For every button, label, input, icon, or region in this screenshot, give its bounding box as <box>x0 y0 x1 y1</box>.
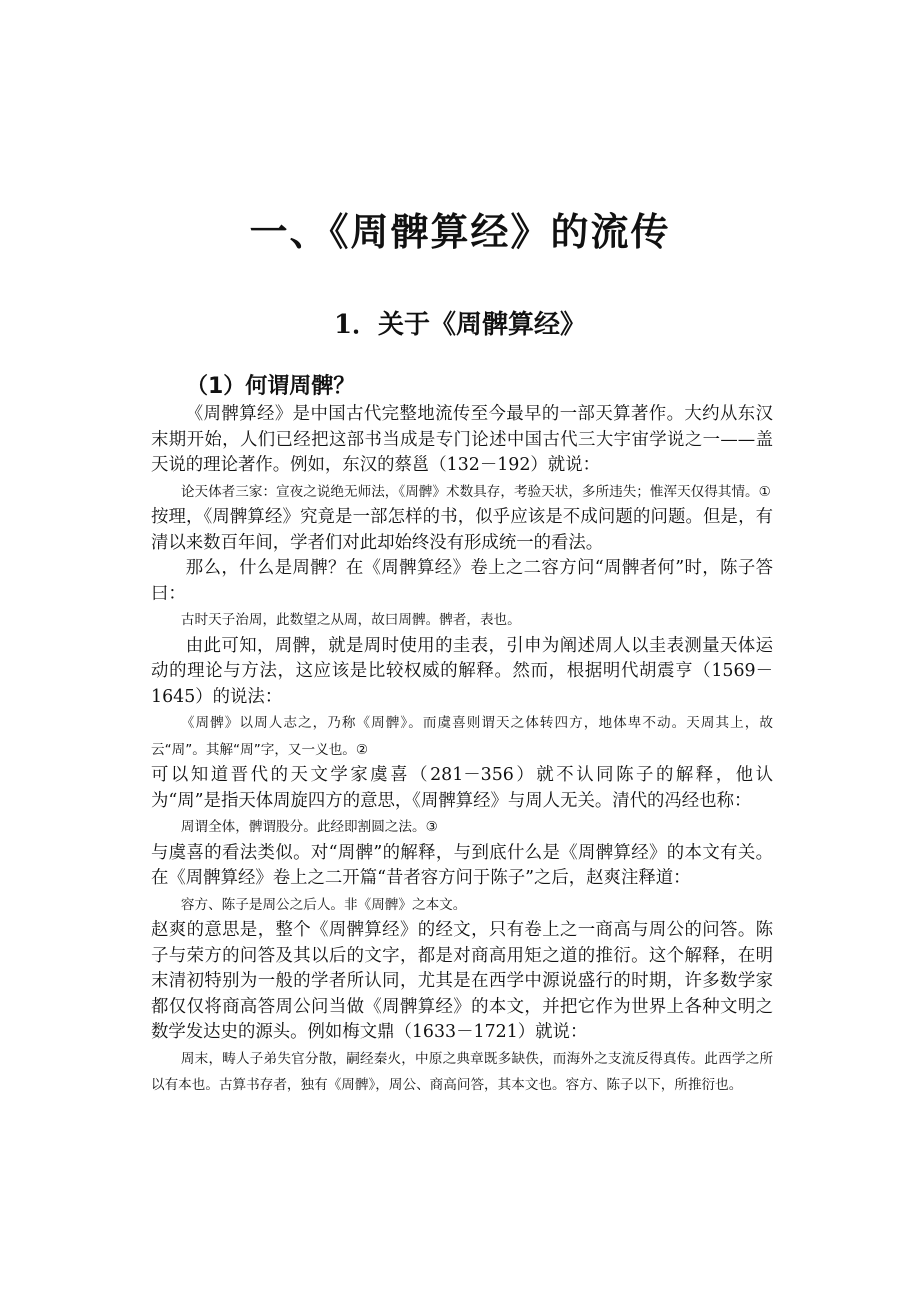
quotation: 容方、陈子是周公之后人。非《周髀》之本文。 <box>180 896 467 913</box>
quotation: 周谓全体，髀谓股分。此经即割圆之法。③ <box>180 819 438 835</box>
paragraph: 赵爽的意思是，整个《周髀算经》的经文，只有卷上之一商高与周公的问答。陈子与荣方的问答及其以后的文字，都是对商高用矩之道的推衍。这个解释，在明末清初特别为一般的学者所认同，尤其是在西学中源说盛行的时期，许多数学家都仅仅将商高答周公问当做《周髀算经》的本文，并把它作为世界上各种文明之数学发达史的源头。例如梅文鼎（1633－1721）就说： <box>151 920 773 1042</box>
quotation: 古时天子治周，此数望之从周，故曰周髀。髀者，表也。 <box>180 612 521 628</box>
quotation: 论天体者三家：宣夜之说绝无师法，《周髀》术数具存，考验天状，多所违失；惟浑天仅得其情。① <box>180 483 771 500</box>
paragraph: 那么，什么是周髀？在《周髀算经》卷上之二容方问“周髀者何”时，陈子答曰： <box>151 558 773 604</box>
paragraph: 由此可知，周髀，就是周时使用的圭表，引申为阐述周人以圭表测量天体运动的理论与方法，这应该是比较权威的解释。然而，根据明代胡震亨（1569－1645）的说法： <box>151 635 773 707</box>
quotation: 《周髀》以周人志之，乃称《周髀》。而虞喜则谓天之体转四方，地体卑不动。天周其上，故云“周”。其解“周”字，又一义也。② <box>151 715 773 758</box>
body-text <box>151 402 773 1099</box>
subsection-title: （1）何谓周髀？ <box>186 374 356 399</box>
quotation: 周末，畴人子弟失官分散，嗣经秦火，中原之典章既多缺佚，而海外之支流反得真传。此西学之所以有本也。古算书存者，独有《周髀》，周公、商高问答，其本文也。容方、陈子以下，所推衍也。 <box>151 1050 773 1093</box>
paragraph: 与虞喜的看法类似。对“周髀”的解释，与到底什么是《周髀算经》的本文有关。在《周髀算经》卷上之二开篇“昔者容方问于陈子”之后，赵爽注释道： <box>151 842 773 888</box>
paragraph: 《周髀算经》是中国古代完整地流传至今最早的一部天算著作。大约从东汉末期开始，人们已经把这部书当成是专门论述中国古代三大宇宙学说之一——盖天说的理论著作。例如，东汉的蔡邕（132－192）就说： <box>151 404 773 475</box>
section-title: 1．关于《周髀算经》 <box>333 310 587 340</box>
paragraph: 按理，《周髀算经》究竟是一部怎样的书，似乎应该是不成问题的问题。但是，有清以来数百年间，学者们对此却始终没有形成统一的看法。 <box>151 507 773 553</box>
paragraph: 可以知道晋代的天文学家虞喜（281－356）就不认同陈子的解释，他认为“周”是指天体周旋四方的意思，《周髀算经》与周人无关。清代的冯经也称： <box>151 765 773 811</box>
chapter-title: 一、《周髀算经》的流传 <box>249 210 671 254</box>
